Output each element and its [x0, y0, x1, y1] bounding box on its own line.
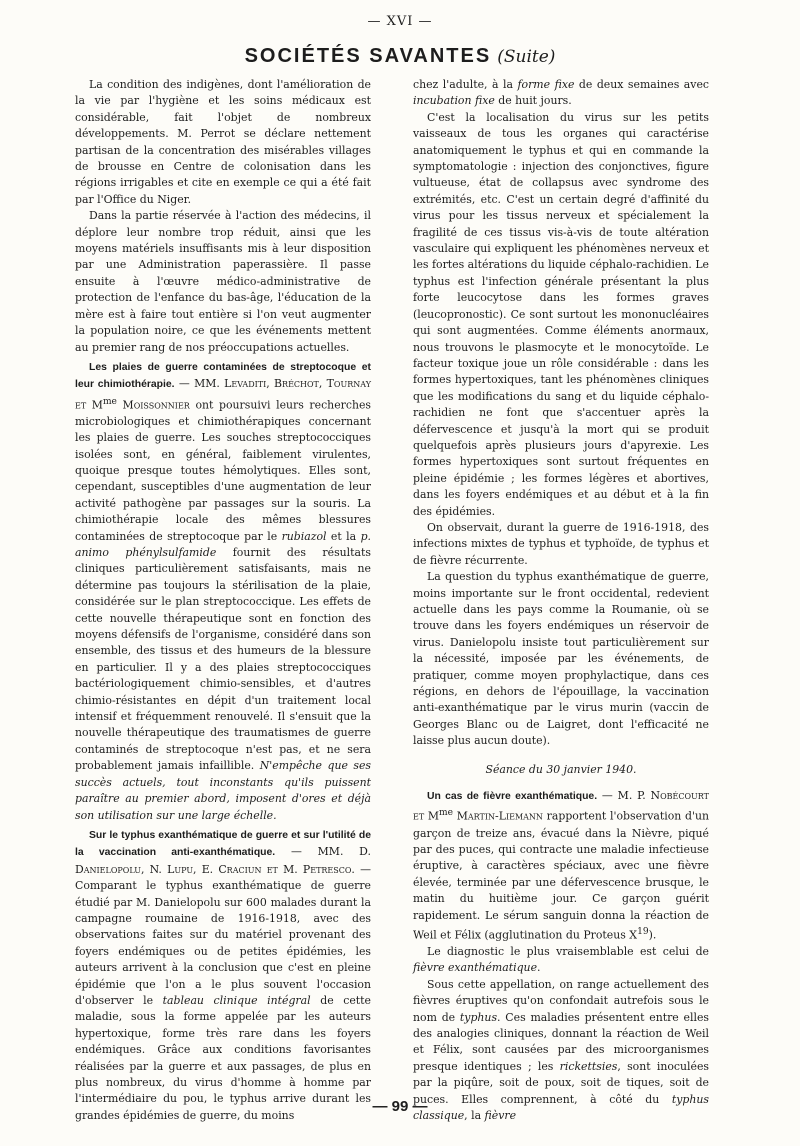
article-heading: Sur le typhus exanthématique de guerre et sur l'utilité de la vaccination anti-exanthématique. [75, 829, 371, 859]
superscript: 19 [637, 926, 649, 937]
session-date: Séance du 30 janvier 1940. [485, 762, 637, 776]
italic-term: fièvre [484, 1109, 517, 1123]
right-column [413, 77, 709, 1124]
article-body: ). [648, 928, 657, 942]
italic-term: typhus classique [413, 1092, 709, 1123]
page-number: — 99 — [372, 1098, 428, 1115]
article-body: — Comparant le typhus exanthématique de guerre étudié par M. Danielopolu sur 600 malades durant la campagne roumaine de 1916-1918, avec des observations faites sur du matériel provenant des foyers endémiques ou de petites épidémies, les auteurs arrivent à la conclusion que c'est en pleine épidémie que l'on a le plus souvent l'occasion d'observer le [75, 862, 371, 1007]
text-run: Sous cette appellation, on range actuellement des fièvres éruptives qu'on confondait autrefois sous le nom de [413, 977, 709, 1024]
italic-term: p. animo phénylsulfamide [75, 529, 372, 559]
text-run: , sont inoculées par la piqûre, soit de poux, soit de tiques, soit de puces. Elles comprennent, à côté du [413, 1059, 709, 1106]
article-heading: Un cas de fièvre exanthématique. [427, 791, 598, 803]
article-body: de cette maladie, sous la forme appelée par les auteurs hypertoxique, forme très rare dans les foyers endémiques. Grâce aux conditions favorisantes réalisées par la guerre et aux passages, de plus en plus nombreux, du virus d'homme à homme par l'intermédiaire du pou, le typhus arrive durant les grandes épidémies de guerre, du moins [75, 993, 371, 1122]
article-heading: Les plaies de guerre contaminées de streptocoque et leur chimiothérapie. [75, 361, 371, 391]
italic-term: tableau clinique intégral [162, 993, 311, 1007]
section-title [0, 45, 800, 68]
italic-term: forme fixe [517, 78, 575, 91]
italic-term: fièvre exanthématique [413, 961, 538, 975]
text-run: de deux semaines avec [574, 78, 709, 91]
article-body: fournit des résultats cliniques particulièrement satisfaisants, mais ne détermine pas toujours la stérilisation de la plaie, considérée sur le plan streptococcique. Les effets de cette nouvelle thérapeutique sont en fonction des moyens défensifs de l'organisme, considéré dans son ensemble, des tissus et des humeurs de la blessure en particulier. Il y a des plaies streptococciques bactériologiquement chimio-sensibles, et d'autres chimio-résistantes en dépit d'un traitement local intensif et fréquemment renouvelé. Il s'ensuit que la nouvelle thérapeutique des traumatismes de guerre contaminés de streptocoque n'est pas, et ne sera probablement jamais infaillible. [75, 546, 371, 773]
paragraph [413, 77, 709, 110]
italic-conclusion: N'empêche que ses succès actuels, tout inconstants qu'ils puissent paraître au premier abord, imposent d'ores et déjà son utilisation sur une large échelle. [75, 759, 371, 822]
italic-term: typhus [459, 1010, 498, 1024]
article-paragraph [75, 359, 371, 824]
italic-term: rubiazol [281, 529, 327, 543]
paragraph [413, 944, 709, 977]
text-run: . Ces maladies présentent entre elles des analogies cliniques, donnant la réaction de Weil et Félix, sont causées par des microorganismes presque identiques ; les [413, 1010, 709, 1073]
text-run: chez l'adulte, à la [413, 78, 518, 91]
title-abbrev: me [439, 808, 454, 819]
article-body: rapportent l'observation d'un garçon de treize ans, évacué dans la Nièvre, piqué par des puces, qui contracte une maladie infectieuse éruptive, à caractères spéciaux, avec une fièvre élevée, terminée par une défervescence brusque, le matin du huitième jour. Ce garçon guérit rapidement. Le sérum sanguin donna la réaction de Weil et Félix (agglutination du Proteus X [413, 810, 709, 942]
paragraph: La question du typhus exanthématique de guerre, moins importante sur le front occidental, redevient actuelle dans les pays comme la Roumanie, où se trouve dans les foyers endémiques un réservoir de virus. Danielopolu insiste tout particulièrement sur la nécessité, imposée par les événements, de pratiquer, comme moyen prophylactique, dans ces régions, en dehors de l'épouillage, la vaccination anti-exanthématique par le virus murin (vaccin de Georges Blanc ou de Laigret, dont l'efficacité ne laisse plus aucun doute). [413, 570, 709, 748]
text-run: , la [464, 1109, 485, 1123]
article-body: et la [326, 529, 361, 543]
title-text: SOCIÉTÉS SAVANTES [244, 45, 492, 67]
paragraph: Dans la partie réservée à l'action des médecins, il déplore leur nombre trop réduit, ainsi que les moyens matériels insuffisants mis à leur disposition par une Administration paperassière. Il passe ensuite à l'œuvre médico-administrative de protection de l'enfance du bas-âge, l'éducation de la mère est à faire tout entière si l'on veut augmenter la population noire, ce que les événements mettent au premier rang de nos préoccupations actuelles. [75, 209, 371, 354]
article-authors: Martin-Liemann [453, 810, 543, 824]
article-authors: Moissonnier [116, 398, 190, 412]
paragraph: On observait, durant la guerre de 1916-1918, des infections mixtes de typhus et typhoïde, de typhus et de fièvre récurrente. [413, 520, 709, 567]
article-authors: — M. P. Nobécourt et M [413, 789, 709, 824]
article-authors: — MM. D. Danielopolu, N. Lupu, E. Craciun et M. Petresco. [75, 845, 371, 876]
italic-term: incubation fixe [413, 94, 495, 108]
title-abbrev: me [102, 396, 117, 407]
article-body: ont poursuivi leurs recherches microbiologiques et chimiothérapiques concernant les plaies de guerre. Les souches streptococciques isolées sont, en général, faiblement virulentes, quoique presque toutes hémolytiques. Elles sont, cependant, susceptibles d'une augmentation de leur activité pathogène par passages sur la souris. La chimiothérapie locale des mêmes blessures contaminées de streptocoque par le [75, 398, 371, 543]
roman-folio: — XVI — [367, 14, 433, 29]
paragraph: C'est la localisation du virus sur les petits vaisseaux de tous les organes qui caractérise anatomiquement le typhus et qui en commande la symptomatologie : injection des conjonctives, figure vultueuse, état de collapsus avec syndrome des extrémités, etc. C'est un certain degré d'affinité du virus pour les tissus nerveux et spécialement la fragilité de ces tissus vis-à-vis de toute altération vasculaire qui expliquent les phénomènes nerveux et les fortes altérations du liquide céphalo-rachidien. Le typhus est l'infection générale présentant la plus forte leucocytose dans les formes graves (leucopronostic). Ce sont surtout les mononucléaires qui sont augmentées. Comme éléments anormaux, nous trouvons le plasmocyte et le monocytoïde. Le facteur toxique joue un rôle considérable : dans les formes hypertoxiques, tant les phénomènes cliniques que les modifications du sang et du liquide céphalo-rachidien ne font que s'accentuer après la défervescence et jusqu'à la mort qui se produit quelquefois après plusieurs jours d'apyrexie. Les formes hypertoxiques sont surtout fréquentes en pleine épidémie ; les formes légères et abortives, dans les foyers endémiques et au début et à la fin des épidémies. [413, 110, 709, 518]
article-paragraph [75, 827, 371, 1124]
italic-term: rickettsies [559, 1059, 618, 1073]
left-column [75, 77, 371, 1124]
paragraph: La condition des indigènes, dont l'amélioration de la vie par l'hygiène et les soins médicaux est considérable, fait l'objet de nombreux développements. M. Perrot se déclare nettement partisan de la concentration des misérables villages de brousse en Centre de colonisation dans les régions irrigables et cite en exemple ce qui a été fait par l'Office du Niger. [75, 78, 371, 206]
article-authors: — MM. Levaditi, Bréchot, Tournay et M [75, 377, 371, 412]
text-run: de huit jours. [494, 94, 572, 108]
article-paragraph [413, 788, 709, 944]
text-run: . [537, 961, 541, 975]
title-suite: (Suite) [497, 47, 556, 67]
text-run: Le diagnostic le plus vraisemblable est celui de [427, 944, 709, 958]
